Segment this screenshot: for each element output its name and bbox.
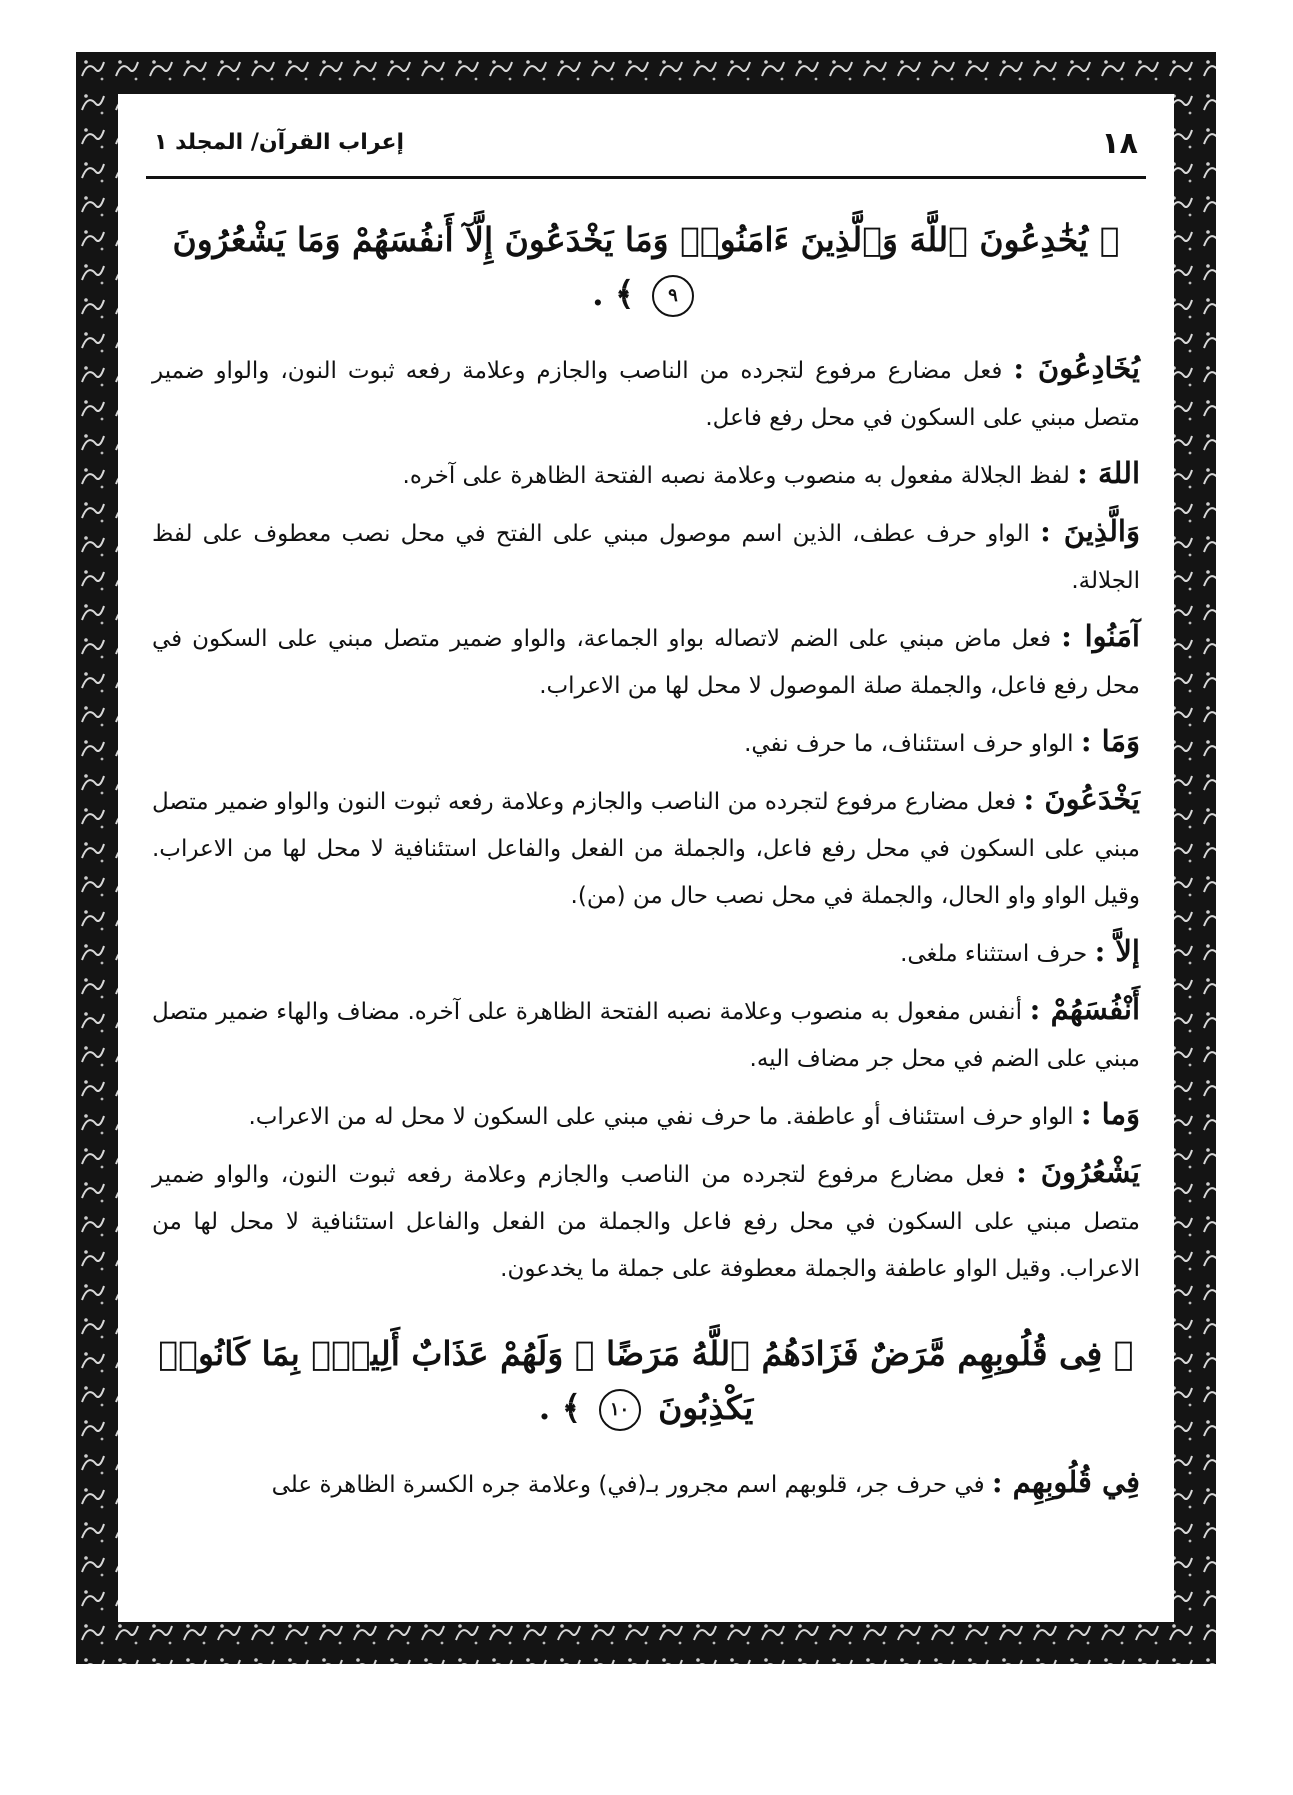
entry-yakhdaun — [152, 776, 1140, 920]
entry-allah — [152, 450, 1140, 500]
entry-term: يَشْعُرُونَ : — [1016, 1155, 1140, 1189]
entry-wama-2 — [152, 1091, 1140, 1141]
quran-verse-9 — [152, 213, 1140, 321]
verse-close-bracket: ﴾ . — [592, 274, 635, 313]
entry-term: آمَنُوا : — [1061, 619, 1140, 653]
entry-illa — [152, 928, 1140, 978]
quran-verse-10 — [152, 1327, 1140, 1435]
entry-yukhadiun — [152, 345, 1140, 442]
entry-walladhina — [152, 508, 1140, 605]
entry-text: فعل مضارع مرفوع لتجرده من الناصب والجازم وعلامة رفعه ثبوت النون، والواو ضمير متصل مبني على السكون في محل رفع فاعل والجملة من الفعل والفاعل استئنافية لا محل لها من الاعراب. وقيل الواو عاطفة والجملة معطوفة على جملة ما يخدعون. — [152, 1162, 1140, 1282]
entry-term: فِي قُلُوبِهِم : — [991, 1465, 1140, 1499]
ayah-number-marker: ٩ — [652, 275, 694, 317]
entry-yashurun — [152, 1149, 1140, 1293]
entry-term: يَخْدَعُونَ : — [1023, 782, 1140, 816]
entry-text: الواو حرف استئناف أو عاطفة. ما حرف نفي مبني على السكون لا محل له من الاعراب. — [248, 1104, 1081, 1130]
entry-text: أنفس مفعول به منصوب وعلامة نصبه الفتحة الظاهرة على آخره. مضاف والهاء ضمير متصل مبني على الضم في محل جر مضاف اليه. — [152, 999, 1140, 1072]
entry-text: حرف استثناء ملغى. — [900, 941, 1095, 967]
ayah-number-marker: ١٠ — [599, 1389, 641, 1431]
entry-text: لفظ الجلالة مفعول به منصوب وعلامة نصبه الفتحة الظاهرة على آخره. — [402, 463, 1078, 489]
entry-amanu — [152, 613, 1140, 710]
page-number: ١٨ — [1101, 126, 1138, 161]
entry-wama — [152, 718, 1140, 768]
entry-text: الواو حرف استئناف، ما حرف نفي. — [744, 731, 1081, 757]
entry-text: فعل مضارع مرفوع لتجرده من الناصب والجازم وعلامة رفعه ثبوت النون، والواو ضمير متصل مبني على السكون في محل رفع فاعل. — [152, 358, 1140, 431]
entry-text: فعل مضارع مرفوع لتجرده من الناصب والجازم وعلامة رفعه ثبوت النون والواو ضمير متصل مبني على السكون في محل رفع فاعل، والجملة من الفعل والفاعل استئنافية لا محل لها من الاعراب. وقيل الواو واو الحال، والجملة في محل نصب حال من (من). — [152, 789, 1140, 909]
verse-open-bracket: ﴿ — [1099, 220, 1120, 259]
entry-anfusahum — [152, 986, 1140, 1083]
verse-open-bracket: ﴿ — [1113, 1334, 1134, 1373]
page-header — [146, 104, 1146, 179]
entry-text: الواو حرف عطف، الذين اسم موصول مبني على الفتح في محل نصب معطوف على لفظ الجلالة. — [152, 521, 1140, 594]
entry-term: أَنْفُسَهُمْ : — [1029, 992, 1140, 1026]
verse-close-bracket: ﴾ . — [538, 1388, 582, 1427]
entry-term: وَما : — [1080, 1097, 1140, 1131]
entry-term: اللهَ : — [1077, 456, 1140, 490]
entry-term: وَمَا : — [1080, 724, 1140, 758]
entry-term: إلاَّ : — [1094, 934, 1140, 968]
page-content — [118, 94, 1174, 1622]
verse-text: فِى قُلُوبِهِم مَّرَضٌ فَزَادَهُمُ ٱللَّهُ مَرَضًا ۖ وَلَهُمْ عَذَابٌ أَلِيمٌۢ بِمَا كَانُوا۟ يَكْذِبُونَ — [158, 1334, 1103, 1427]
entry-text: في حرف جر، قلوبهم اسم مجرور بـ(في) وعلامة جره الكسرة الظاهرة على — [271, 1472, 992, 1498]
verse-text: يُخَٰدِعُونَ ٱللَّهَ وَٱلَّذِينَ ءَامَنُوا۟ وَمَا يَخْدَعُونَ إِلَّآ أَنفُسَهُمْ وَمَا يَشْعُرُونَ — [172, 220, 1089, 259]
entry-fi-qulubihim — [152, 1459, 1140, 1509]
entry-term: وَالَّذِينَ : — [1040, 514, 1140, 548]
entry-text: فعل ماض مبني على الضم لاتصاله بواو الجماعة، والواو ضمير متصل مبني على السكون في محل رفع فاعل، والجملة صلة الموصول لا محل لها من الاعراب. — [152, 626, 1140, 699]
entry-term: يُخَادِعُونَ : — [1013, 351, 1140, 385]
running-title: إعراب القرآن/ المجلد ١ — [154, 130, 405, 155]
